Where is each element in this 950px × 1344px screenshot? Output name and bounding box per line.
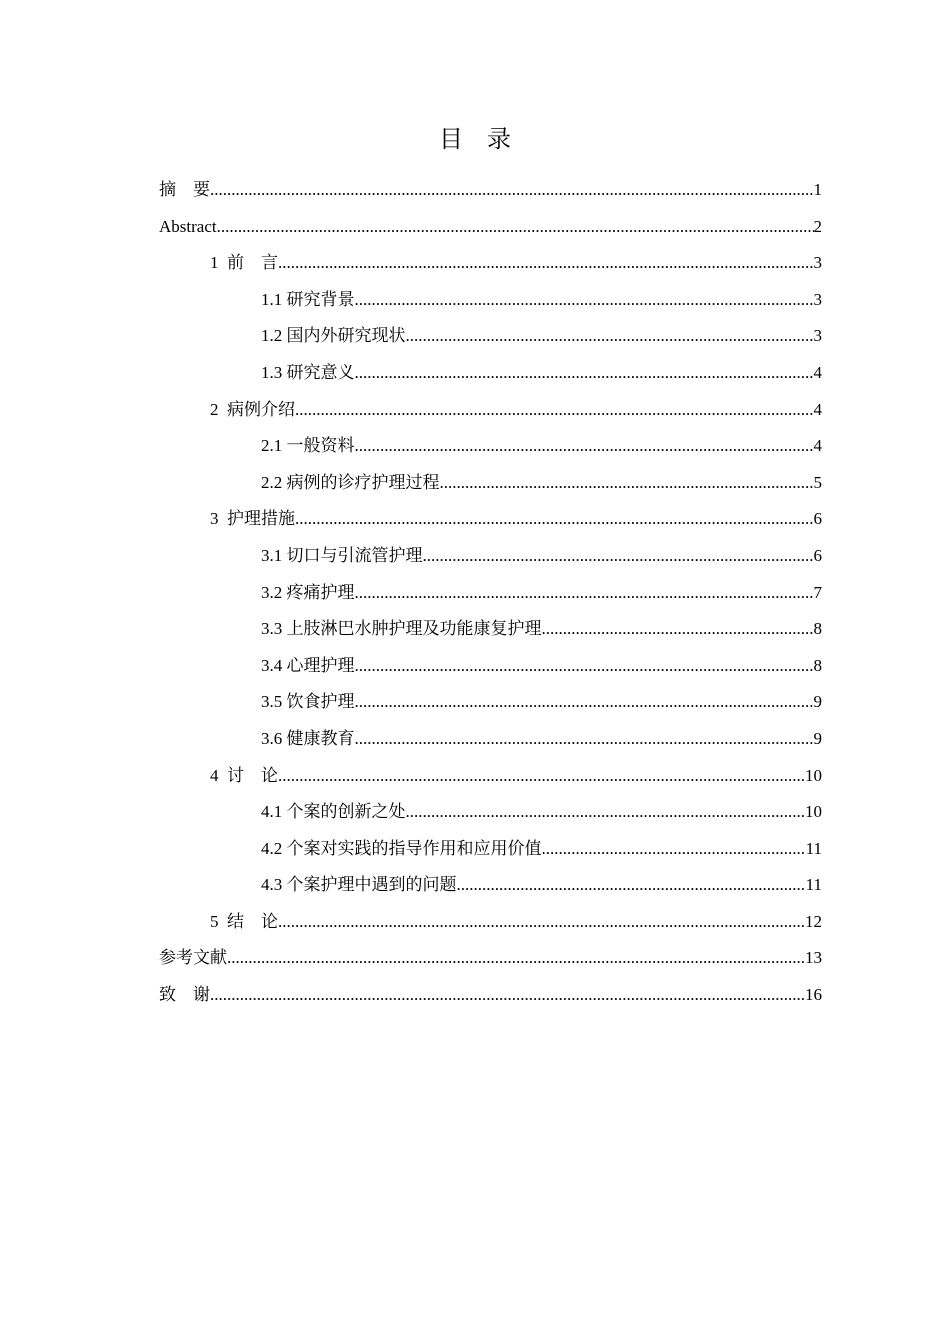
toc-dot-leader (406, 318, 814, 355)
toc-entry[interactable] (159, 721, 822, 758)
toc-entry[interactable] (159, 794, 822, 831)
toc-entry[interactable] (159, 940, 822, 977)
toc-page-number: 6 (813, 545, 822, 565)
toc-entry[interactable] (159, 904, 822, 941)
toc-title (0, 122, 950, 158)
toc-dot-leader (295, 392, 814, 429)
toc-entry-label: 1.1 研究背景 (261, 289, 355, 309)
toc-entry-label: 1 前 言 (210, 253, 278, 273)
toc-dot-leader (295, 501, 814, 538)
toc-dot-leader (542, 831, 806, 868)
toc-entry[interactable] (159, 318, 822, 355)
toc-page-number: 9 (813, 728, 822, 748)
toc-entry-label: 5 结 论 (210, 911, 278, 931)
toc-dot-leader (406, 794, 806, 831)
toc-page-number: 5 (813, 472, 822, 492)
toc-dot-leader (355, 282, 814, 319)
toc-dot-leader (278, 904, 805, 941)
toc-entry[interactable] (159, 867, 822, 904)
toc-entry-label: 3.4 心理护理 (261, 655, 355, 675)
toc-dot-leader (355, 428, 814, 465)
toc-entry[interactable] (159, 758, 822, 795)
toc-entry-label: 4.1 个案的创新之处 (261, 802, 406, 822)
toc-page-number: 13 (805, 948, 822, 968)
toc-dot-leader (278, 245, 814, 282)
toc-entry[interactable] (159, 648, 822, 685)
toc-dot-leader (210, 172, 814, 209)
toc-dot-leader (278, 758, 805, 795)
toc-page-number: 12 (805, 911, 822, 931)
toc-dot-leader (217, 209, 814, 246)
toc-dot-leader (355, 575, 814, 612)
toc-page-number: 4 (813, 436, 822, 456)
toc-entry[interactable] (159, 501, 822, 538)
toc-entry-label: 3 护理措施 (210, 509, 295, 529)
toc-entry-label: 参考文献 (159, 948, 227, 968)
toc-page-number: 10 (805, 802, 822, 822)
toc-entry[interactable] (159, 245, 822, 282)
toc-entry-label: 2.1 一般资料 (261, 436, 355, 456)
toc-entry-label: Abstract (159, 216, 217, 236)
toc-entry-label: 摘 要 (159, 180, 210, 199)
toc-dot-leader (227, 940, 805, 977)
toc-entry[interactable] (159, 209, 822, 246)
toc-dot-leader (542, 611, 814, 648)
toc-entry[interactable] (159, 575, 822, 612)
toc-dot-leader (423, 538, 814, 575)
toc-dot-leader (457, 867, 806, 904)
toc-page-number: 3 (813, 289, 822, 309)
toc-entry[interactable] (159, 465, 822, 502)
toc-entry-label: 3.1 切口与引流管护理 (261, 545, 423, 565)
toc-page-number: 11 (805, 875, 822, 895)
toc-page-number: 8 (813, 619, 822, 639)
toc-entry-label: 致 谢 (159, 985, 210, 1005)
toc-dot-leader (355, 355, 814, 392)
toc-entry-label: 4.2 个案对实践的指导作用和应用价值 (261, 838, 542, 858)
toc-page-number: 2 (813, 216, 822, 236)
toc-page-number: 10 (805, 765, 822, 785)
toc-entry-label: 2 病例介绍 (210, 399, 295, 419)
toc-dot-leader (210, 977, 805, 1014)
toc-title-text: 目 录 (439, 127, 511, 153)
toc-page-number: 4 (813, 362, 822, 382)
toc-entry-label: 2.2 病例的诊疗护理过程 (261, 472, 440, 492)
toc-entry[interactable] (159, 392, 822, 429)
toc-page-number: 7 (813, 582, 822, 602)
toc-dot-leader (355, 648, 814, 685)
toc-page-number: 6 (813, 509, 822, 529)
toc-entry[interactable] (159, 282, 822, 319)
toc-entry[interactable] (159, 172, 822, 209)
toc-page-number: 1 (813, 180, 822, 199)
toc-entry[interactable] (159, 831, 822, 868)
toc-page-number: 9 (813, 692, 822, 712)
toc-entry[interactable] (159, 538, 822, 575)
toc-entry-label: 3.3 上肢淋巴水肿护理及功能康复护理 (261, 619, 542, 639)
toc-page-number: 4 (813, 399, 822, 419)
toc-page-number: 3 (813, 326, 822, 346)
toc-entry-label: 3.2 疼痛护理 (261, 582, 355, 602)
toc-page-number: 3 (813, 253, 822, 273)
toc-entry[interactable] (159, 611, 822, 648)
toc-dot-leader (355, 684, 814, 721)
toc-page-number: 11 (805, 838, 822, 858)
toc-entry-label: 1.2 国内外研究现状 (261, 326, 406, 346)
toc-entry-label: 1.3 研究意义 (261, 362, 355, 382)
toc-entry-label: 4 讨 论 (210, 765, 278, 785)
toc-entry-label: 3.5 饮食护理 (261, 692, 355, 712)
toc-page-number: 8 (813, 655, 822, 675)
toc-dot-leader (355, 721, 814, 758)
toc-entry[interactable] (159, 977, 822, 1014)
toc-entry-label: 3.6 健康教育 (261, 728, 355, 748)
table-of-contents (159, 172, 822, 1014)
toc-entry-label: 4.3 个案护理中遇到的问题 (261, 875, 457, 895)
toc-entry[interactable] (159, 428, 822, 465)
toc-page-number: 16 (805, 985, 822, 1005)
toc-entry[interactable] (159, 355, 822, 392)
toc-dot-leader (440, 465, 814, 502)
toc-entry[interactable] (159, 684, 822, 721)
